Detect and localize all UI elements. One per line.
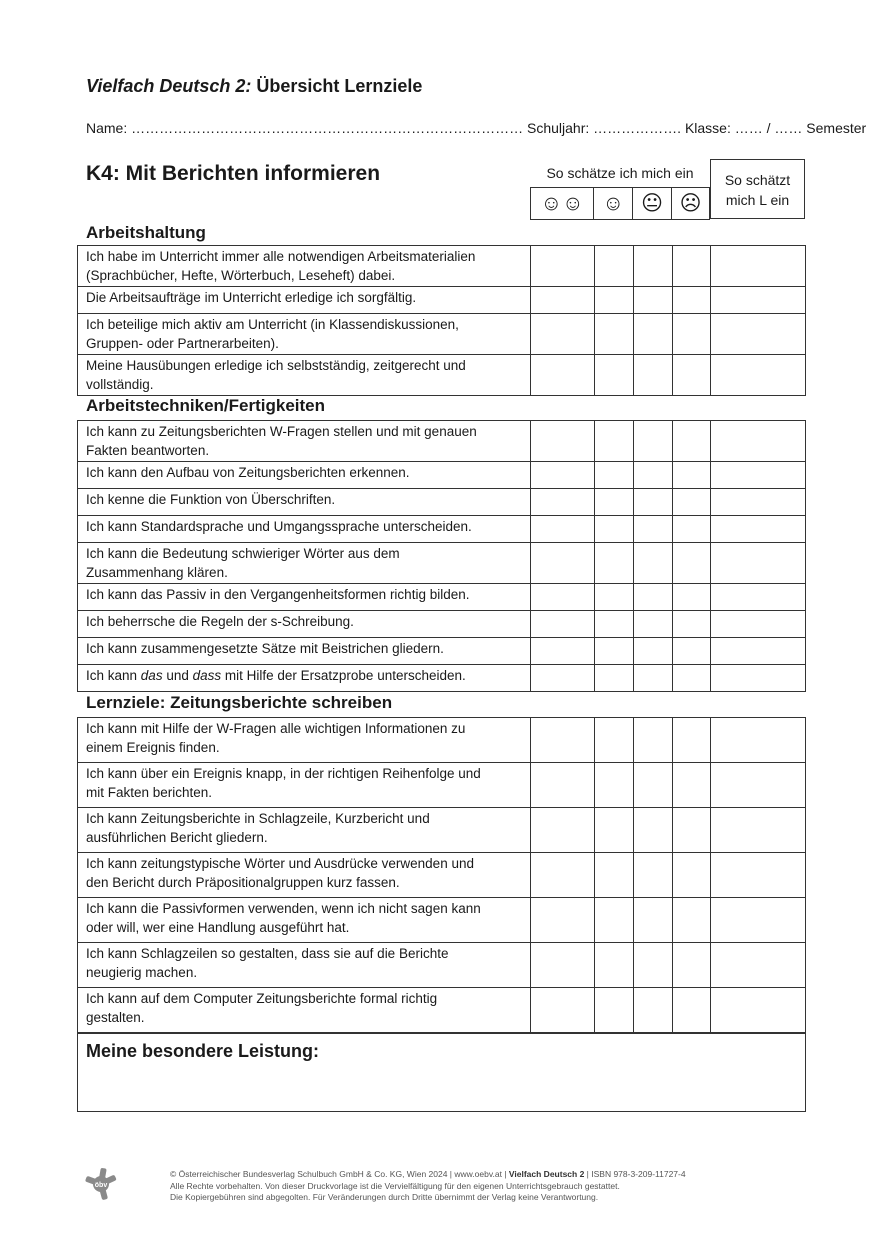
teacher-label-line1: So schätzt [724,172,791,188]
rating-cell-double-smile[interactable] [531,718,595,763]
rating-cell-neutral[interactable] [634,611,673,638]
goal-text [78,287,531,314]
book-title: Vielfach Deutsch 2: [86,76,252,96]
rating-cell-sad[interactable] [673,898,711,943]
rating-cell-double-smile[interactable] [531,462,595,489]
goal-fragment-word1: das [140,668,163,683]
rating-cell-double-smile[interactable] [531,808,595,853]
rating-header [530,187,710,220]
rating-cell-smile[interactable] [595,718,634,763]
rating-cell-sad[interactable] [673,718,711,763]
goal-text [78,611,531,638]
rating-cell-double-smile[interactable] [531,584,595,611]
goal-line: vollständig. [86,377,154,392]
rating-cell-smile[interactable] [595,763,634,808]
goal-line: Ich beteilige mich aktiv am Unterricht (in Klassendiskussionen, [86,317,459,332]
goal-text [78,489,531,516]
goal-line: neugierig machen. [86,965,198,980]
rating-cell-smile[interactable] [595,516,634,543]
rating-cell-sad[interactable] [673,516,711,543]
goal-line: Ich kann zeitungstypische Wörter und Ausdrücke verwenden und [86,856,474,871]
rating-cell-sad[interactable] [673,853,711,898]
goal-line: Gruppen- oder Partnerarbeiten). [86,336,279,351]
goal-fragment-post: mit Hilfe der Ersatzprobe unterscheiden. [221,668,466,683]
rating-cell-neutral[interactable] [634,808,673,853]
rating-cell-double-smile[interactable] [531,763,595,808]
rating-cell-double-smile[interactable] [531,489,595,516]
rating-cell-teacher[interactable] [711,718,806,763]
rating-cell-smile[interactable] [595,638,634,665]
footer-line1 [170,1169,686,1181]
goal-text [78,355,531,396]
rating-cell-sad[interactable] [673,462,711,489]
unit-title: K4: Mit Berichten informieren [86,162,381,185]
footer [170,1169,686,1204]
rating-cell-neutral[interactable] [634,489,673,516]
rating-cell-neutral[interactable] [634,314,673,355]
goal-line: Ich kann zusammengesetzte Sätze mit Beistrichen gliedern. [86,641,444,656]
rating-cell-neutral[interactable] [634,853,673,898]
rating-cell-neutral[interactable] [634,665,673,692]
rating-cell-neutral[interactable] [634,462,673,489]
table-row [78,516,806,543]
rating-cell-smile[interactable] [595,489,634,516]
goal-line: ausführlichen Bericht gliedern. [86,830,268,845]
rating-cell-double-smile[interactable] [531,638,595,665]
goal-line: Meine Hausübungen erledige ich selbstständig, zeitgerecht und [86,358,466,373]
table-row [78,853,806,898]
rating-cell-teacher[interactable] [711,808,806,853]
rating-cell-smile[interactable] [595,421,634,462]
rating-cell-smile[interactable] [595,246,634,287]
rating-cell-sad[interactable] [673,246,711,287]
double-smile-icon: ☺☺ [531,188,594,219]
rating-cell-smile[interactable] [595,314,634,355]
goal-text [78,246,531,287]
goal-line: einem Ereignis finden. [86,740,220,755]
rating-cell-sad[interactable] [673,421,711,462]
goal-line: Ich beherrsche die Regeln der s-Schreibung. [86,614,354,629]
rating-cell-sad[interactable] [673,638,711,665]
footer-line1-post: | ISBN 978-3-209-11727-4 [584,1169,686,1179]
rating-cell-double-smile[interactable] [531,314,595,355]
rating-cell-neutral[interactable] [634,988,673,1033]
rating-cell-teacher[interactable] [711,246,806,287]
goal-text [78,898,531,943]
rating-cell-double-smile[interactable] [531,611,595,638]
rating-cell-teacher[interactable] [711,898,806,943]
goal-text [78,988,531,1033]
footer-line1-pre: © Österreichischer Bundesverlag Schulbuch GmbH & Co. KG, Wien 2024 | www.oebv.at | [170,1169,509,1179]
rating-cell-smile[interactable] [595,462,634,489]
neutral-face-icon: 😐 [633,188,672,219]
rating-cell-double-smile[interactable] [531,853,595,898]
rating-cell-neutral[interactable] [634,638,673,665]
rating-cell-smile[interactable] [595,611,634,638]
rating-cell-sad[interactable] [673,584,711,611]
goal-line: Ich kann die Bedeutung schwieriger Wörter aus dem [86,546,400,561]
name-line: Name: ………………………………………………………………………… Schuljahr: ………………. Klasse: …… / …… Semester [86,120,867,136]
table-arbeitshaltung [77,245,806,396]
goal-line: Ich kann über ein Ereignis knapp, in der richtigen Reihenfolge und [86,766,481,781]
rating-cell-neutral[interactable] [634,718,673,763]
table-row [78,543,806,584]
rating-cell-smile[interactable] [595,853,634,898]
goal-text [78,763,531,808]
table-row [78,584,806,611]
rating-cell-sad[interactable] [673,943,711,988]
goal-text [78,462,531,489]
table-row [78,665,806,692]
table-row [78,421,806,462]
rating-cell-smile[interactable] [595,543,634,584]
table-row [78,287,806,314]
rating-cell-sad[interactable] [673,611,711,638]
rating-cell-sad[interactable] [673,489,711,516]
rating-cell-double-smile[interactable] [531,665,595,692]
table-row [78,462,806,489]
rating-cell-sad[interactable] [673,808,711,853]
section-heading-arbeitshaltung: Arbeitshaltung [86,223,206,242]
rating-cell-teacher[interactable] [711,853,806,898]
rating-cell-sad[interactable] [673,314,711,355]
rating-cell-teacher[interactable] [711,665,806,692]
goal-line: Ich kann zu Zeitungsberichten W-Fragen stellen und mit genauen [86,424,477,439]
teacher-label-line2: mich L ein [725,192,790,208]
table-row [78,943,806,988]
rating-cell-sad[interactable] [673,988,711,1033]
rating-cell-neutral[interactable] [634,516,673,543]
goal-line: Ich kann das Passiv in den Vergangenheitsformen richtig bilden. [86,587,470,602]
goal-line: Ich kann die Passivformen verwenden, wenn ich nicht sagen kann [86,901,481,916]
rating-cell-smile[interactable] [595,665,634,692]
rating-cell-sad[interactable] [673,763,711,808]
rating-cell-sad[interactable] [673,543,711,584]
rating-cell-neutral[interactable] [634,421,673,462]
goal-text [78,516,531,543]
self-assessment-label: So schätze ich mich ein [546,165,694,181]
rating-cell-neutral[interactable] [634,543,673,584]
goal-text [78,314,531,355]
goal-line: Ich kenne die Funktion von Überschriften. [86,492,336,507]
goal-line: Fakten beantworten. [86,443,210,458]
rating-cell-neutral[interactable] [634,287,673,314]
goal-line: Ich kann mit Hilfe der W-Fragen alle wichtigen Informationen zu [86,721,466,736]
goal-line: Ich kann auf dem Computer Zeitungsberichte formal richtig [86,991,438,1006]
footer-line1-bold: Vielfach Deutsch 2 [508,1169,585,1179]
rating-cell-teacher[interactable] [711,314,806,355]
goal-line: Ich kann Standardsprache und Umgangssprache unterscheiden. [86,519,472,534]
goal-line: Ich kann Zeitungsberichte in Schlagzeile, Kurzbericht und [86,811,430,826]
goal-text [78,718,531,763]
goal-line: gestalten. [86,1010,145,1025]
table-row [78,763,806,808]
rating-cell-smile[interactable] [595,988,634,1033]
rating-cell-double-smile[interactable] [531,543,595,584]
rating-cell-teacher[interactable] [711,516,806,543]
rating-cell-smile[interactable] [595,943,634,988]
table-row [78,718,806,763]
rating-cell-sad[interactable] [673,355,711,396]
goal-text [78,853,531,898]
goal-line: Ich kann Schlagzeilen so gestalten, dass sie auf die Berichte [86,946,449,961]
goal-text [78,421,531,462]
rating-cell-neutral[interactable] [634,943,673,988]
rating-cell-teacher[interactable] [711,988,806,1033]
goal-text [78,584,531,611]
table-row [78,489,806,516]
rating-cell-neutral[interactable] [634,763,673,808]
page-title [86,76,422,97]
goal-line: Ich kann den Aufbau von Zeitungsberichten erkennen. [86,465,410,480]
table-row [78,355,806,396]
rating-cell-teacher[interactable] [711,543,806,584]
goal-line [86,666,523,685]
table-row [78,611,806,638]
table-row [78,988,806,1033]
goal-line: oder will, wer eine Handlung ausgeführt hat. [86,920,350,935]
rating-cell-teacher[interactable] [711,611,806,638]
rating-cell-double-smile[interactable] [531,516,595,543]
footer-line2: Alle Rechte vorbehalten. Von dieser Druckvorlage ist die Vervielfältigung für den eigenen Unterrichtsgebrauch gestattet. [170,1180,620,1191]
rating-cell-smile[interactable] [595,287,634,314]
rating-cell-neutral[interactable] [634,246,673,287]
goal-text [78,943,531,988]
rating-cell-double-smile[interactable] [531,246,595,287]
rating-cell-teacher[interactable] [711,943,806,988]
rating-cell-double-smile[interactable] [531,355,595,396]
rating-cell-neutral[interactable] [634,898,673,943]
table-row [78,314,806,355]
teacher-assessment-header [710,159,805,219]
goal-text [78,638,531,665]
rating-cell-sad[interactable] [673,287,711,314]
section-heading-arbeitstechniken: Arbeitstechniken/Fertigkeiten [86,396,326,415]
goal-text [78,543,531,584]
oebv-logo-icon [84,1167,118,1201]
rating-cell-double-smile[interactable] [531,988,595,1033]
rating-cell-smile[interactable] [595,808,634,853]
rating-cell-smile[interactable] [595,584,634,611]
table-row [78,246,806,287]
sad-face-icon: ☹ [679,192,702,215]
table-lernziele [77,717,806,1033]
goal-fragment-mid: und [162,668,193,683]
goal-fragment-pre: Ich kann [86,668,141,683]
special-achievement-label: Meine besondere Leistung: [86,1041,320,1061]
rating-cell-double-smile[interactable] [531,943,595,988]
footer-line3: Die Kopiergebühren sind abgegolten. Für Veränderungen durch Dritte übernimmt der Verlag keine Verantwortung. [170,1192,599,1202]
rating-cell-smile[interactable] [595,355,634,396]
goal-line: (Sprachbücher, Hefte, Wörterbuch, Leseheft) dabei. [86,268,396,283]
logo-text: öbv [94,1182,108,1189]
goal-line: Zusammenhang klären. [86,565,228,580]
rating-cell-teacher[interactable] [711,584,806,611]
smile-icon: ☺ [594,188,633,219]
rating-cell-double-smile[interactable] [531,421,595,462]
rating-cell-double-smile[interactable] [531,287,595,314]
table-row [78,898,806,943]
rating-cell-teacher[interactable] [711,489,806,516]
rating-cell-smile[interactable] [595,898,634,943]
rating-cell-teacher[interactable] [711,355,806,396]
goal-line: den Bericht durch Präpositionalgruppen kurz fassen. [86,875,400,890]
table-row [78,638,806,665]
title-rest: Übersicht Lernziele [251,76,423,96]
goal-line: Die Arbeitsaufträge im Unterricht erledige ich sorgfältig. [86,290,417,305]
rating-cell-double-smile[interactable] [531,898,595,943]
goal-text [78,808,531,853]
goal-line: Ich habe im Unterricht immer alle notwendigen Arbeitsmaterialien [86,249,476,264]
rating-cell-teacher[interactable] [711,421,806,462]
table-arbeitstechniken [77,420,806,692]
rating-cell-sad[interactable] [673,665,711,692]
rating-cell-teacher[interactable] [711,638,806,665]
goal-text [78,665,531,692]
goal-line: mit Fakten berichten. [86,785,213,800]
table-row [78,808,806,853]
rating-cell-neutral[interactable] [634,584,673,611]
rating-cell-teacher[interactable] [711,763,806,808]
section-heading-lernziele: Lernziele: Zeitungsberichte schreiben [86,693,393,712]
rating-cell-teacher[interactable] [711,462,806,489]
goal-fragment-word2: dass [192,668,222,683]
rating-cell-teacher[interactable] [711,287,806,314]
rating-cell-neutral[interactable] [634,355,673,396]
